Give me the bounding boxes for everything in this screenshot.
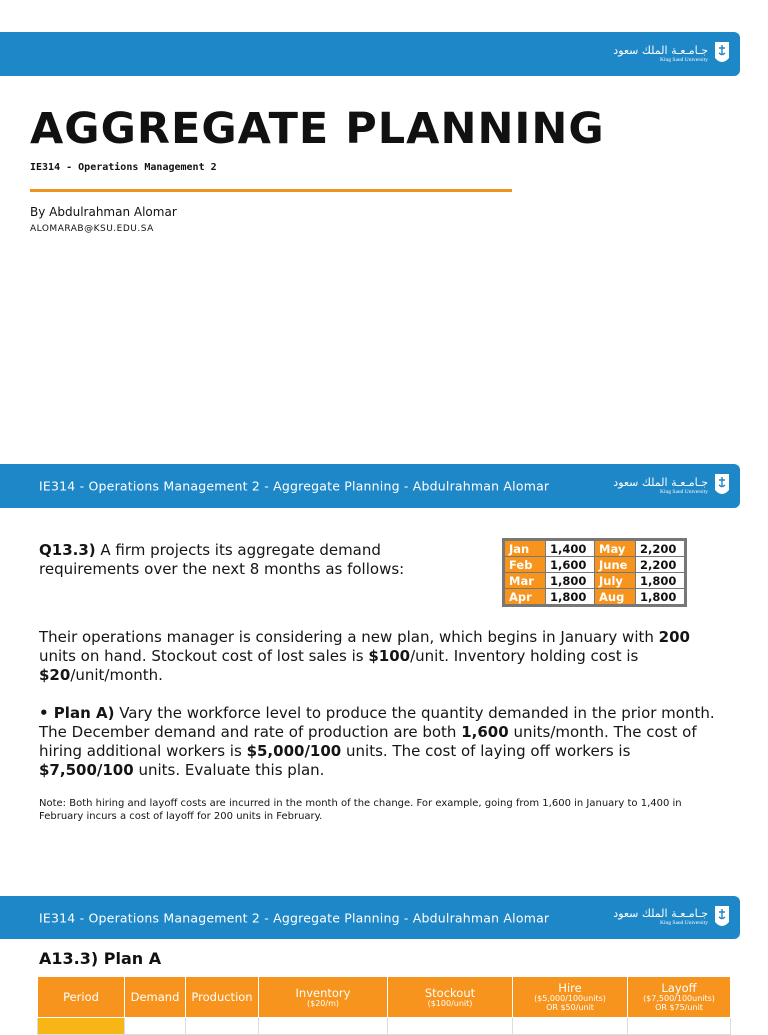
col-header-stockout	[388, 977, 513, 1018]
layoff-rate-alt: OR $75/unit	[655, 1003, 703, 1012]
text-run: Vary the workforce level to produce the quantity demanded in the prior month. The December demand and rate of production are both	[39, 704, 715, 741]
question-body: A firm projects its aggregate demand requirements over the next 8 months as follows:	[39, 541, 405, 578]
table-cell	[186, 1018, 259, 1035]
author-name: By Abdulrahman Alomar	[30, 205, 177, 219]
table-row	[504, 557, 686, 573]
text-run: /unit/month.	[70, 666, 163, 684]
plan-intro-paragraph	[39, 628, 729, 685]
university-crest-icon	[714, 905, 730, 931]
demand-cell: 1,800	[636, 573, 686, 589]
month-cell: June	[595, 557, 636, 573]
hire-rate-alt: OR $50/unit	[546, 1003, 594, 1012]
logo-arabic-text: جـامـعـة الملك سعود	[613, 475, 708, 489]
col-header-production: Production	[186, 977, 259, 1018]
table-cell	[628, 1018, 731, 1035]
slide-header-bar	[0, 896, 740, 939]
text-run: units. Evaluate this plan.	[133, 761, 325, 779]
demand-cell: 1,800	[546, 589, 595, 606]
logo-arabic-text: جـامـعـة الملك سعود	[613, 43, 708, 57]
text-run: units. The cost of laying off workers is	[341, 742, 631, 760]
table-row	[504, 589, 686, 606]
university-logo	[613, 41, 730, 67]
logo-english-text: King Saud University	[660, 56, 708, 63]
holding-cost: $20	[39, 666, 71, 684]
slide-header-text: IE314 - Operations Management 2 - Aggregate Planning - Abdulrahman Alomar	[39, 910, 550, 925]
page-title: AGGREGATE PLANNING	[30, 104, 605, 154]
logo-arabic-text: جـامـعـة الملك سعود	[613, 907, 708, 921]
demand-cell: 1,800	[546, 573, 595, 589]
month-cell: May	[595, 540, 636, 557]
plan-a-paragraph	[39, 704, 729, 780]
month-cell: Jan	[504, 540, 546, 557]
answer-subtitle: A13.3) Plan A	[39, 949, 162, 968]
stockout-cost: $100	[368, 647, 411, 665]
slide-header-bar	[0, 464, 740, 508]
table-header-row	[38, 977, 731, 1018]
demand-cell: 1,800	[636, 589, 686, 606]
note-text: Note: Both hiring and layoff costs are incurred in the month of the change. For example, going from 1,600 in January to 1,400 in February incurs a cost of layoff for 200 units in February.	[39, 798, 682, 822]
logo-english-text: King Saud University	[660, 920, 708, 927]
university-crest-icon	[714, 473, 730, 499]
divider	[30, 189, 512, 192]
inventory-label: Inventory	[295, 985, 351, 1000]
course-subtitle: IE314 - Operations Management 2	[30, 162, 217, 173]
logo-english-text: King Saud University	[660, 488, 708, 495]
table-row	[504, 573, 686, 589]
stockout-rate: ($100/unit)	[427, 998, 473, 1008]
question-label: Q13.3)	[39, 541, 96, 559]
december-rate: 1,600	[461, 723, 509, 741]
month-cell: July	[595, 573, 636, 589]
month-cell: Aug	[595, 589, 636, 606]
month-cell: Mar	[504, 573, 546, 589]
inventory-rate: ($20/m)	[307, 998, 339, 1008]
table-cell	[38, 1018, 125, 1035]
text-run: /unit. Inventory holding cost is	[410, 647, 639, 665]
layoff-cost: $7,500/100	[39, 761, 134, 779]
university-logo	[613, 905, 730, 931]
university-crest-icon	[714, 41, 730, 67]
demand-cell: 1,400	[546, 540, 595, 557]
hire-rate: ($5,000/100units)	[534, 994, 606, 1003]
table-cell	[259, 1018, 388, 1035]
col-header-period: Period	[38, 977, 125, 1018]
col-header-inventory	[259, 977, 388, 1018]
text-run: units/month. The cost of hiring additional workers is	[39, 723, 697, 760]
university-logo	[613, 473, 730, 499]
month-cell: Apr	[504, 589, 546, 606]
units-on-hand: 200	[658, 628, 690, 646]
col-header-layoff	[628, 977, 731, 1018]
col-header-hire	[513, 977, 628, 1018]
table-cell	[125, 1018, 186, 1035]
col-header-demand: Demand	[125, 977, 186, 1018]
question-text	[39, 541, 479, 579]
author-email: ALOMARAB@KSU.EDU.SA	[30, 224, 154, 234]
stockout-label: Stockout	[424, 985, 476, 1000]
layoff-label: Layoff	[661, 981, 697, 995]
slide-header-text: IE314 - Operations Management 2 - Aggregate Planning - Abdulrahman Alomar	[39, 478, 550, 494]
table-row	[504, 540, 686, 557]
demand-cell: 2,200	[636, 540, 686, 557]
table-cell	[388, 1018, 513, 1035]
layoff-rate: ($7,500/100units)	[643, 994, 715, 1003]
table-cell	[513, 1018, 628, 1035]
demand-cell: 2,200	[636, 557, 686, 573]
text-run: Their operations manager is considering a new plan, which begins in January with	[39, 628, 659, 646]
hiring-cost: $5,000/100	[246, 742, 342, 760]
title-header-bar	[0, 32, 740, 76]
hire-label: Hire	[558, 981, 582, 995]
month-cell: Feb	[504, 557, 546, 573]
table-row	[38, 1018, 731, 1035]
plan-a-table	[37, 976, 731, 1035]
text-run: units on hand. Stockout cost of lost sales is	[39, 647, 369, 665]
demand-table	[502, 538, 687, 607]
demand-cell: 1,600	[546, 557, 595, 573]
plan-a-label: • Plan A)	[39, 704, 115, 722]
